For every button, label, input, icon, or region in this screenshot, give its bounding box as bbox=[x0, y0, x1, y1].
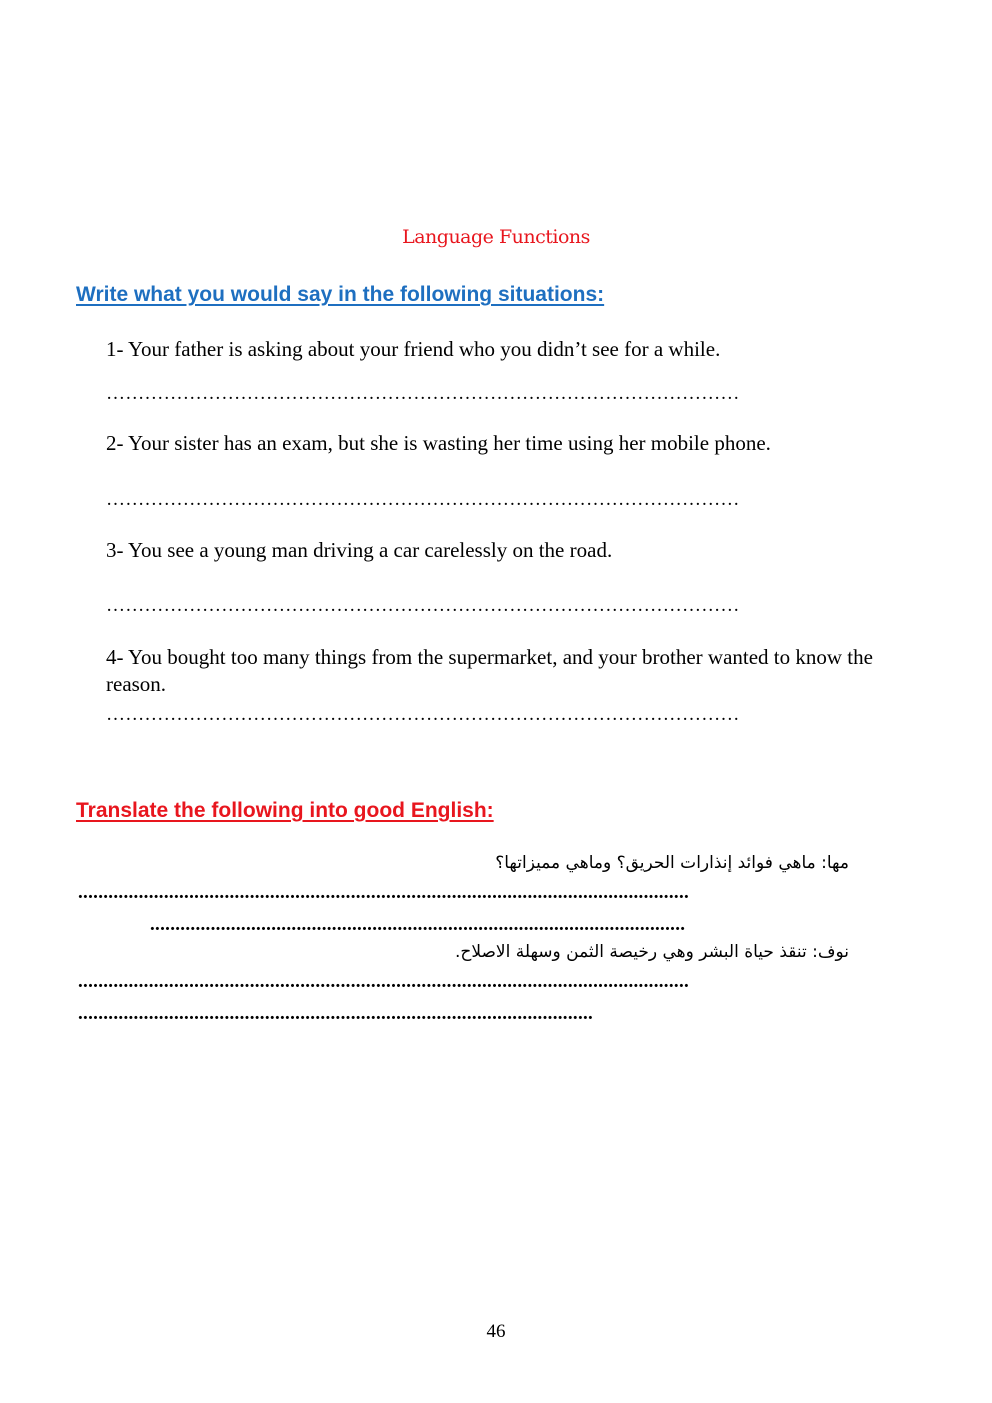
situation-item-2: 2- Your sister has an exam, but she is wasting her time using her mobile phone. bbox=[106, 431, 771, 455]
translation-line-3[interactable]: ......................................................................................................................... bbox=[78, 971, 690, 992]
arabic-sentence-1: مها: ماهي فوائد إنذارات الحريق؟ وماهي مميزاتها؟ bbox=[495, 853, 849, 873]
situation-item-4: 4- You bought too many things from the supermarket, and your brother wanted to know the reason. bbox=[106, 645, 873, 696]
answer-line-4[interactable]: ……………………………………………………………………………………… bbox=[106, 704, 740, 725]
page-title: Language Functions bbox=[402, 226, 590, 248]
answer-line-2[interactable]: ……………………………………………………………………………………… bbox=[106, 489, 740, 510]
situation-item-3: 3- You see a young man driving a car carelessly on the road. bbox=[106, 538, 613, 562]
situation-item-1: 1- Your father is asking about your friend who you didn’t see for a while. bbox=[106, 337, 721, 361]
arabic-sentence-2: نوف: تنقذ حياة البشر وهي رخيصة الثمن وسهلة الاصلاح. bbox=[454, 942, 849, 962]
translate-heading: Translate the following into good English: bbox=[76, 799, 494, 822]
answer-line-1[interactable]: ……………………………………………………………………………………… bbox=[106, 383, 740, 404]
situations-heading: Write what you would say in the following situations: bbox=[76, 283, 605, 306]
translation-line-1[interactable]: ......................................................................................................................... bbox=[78, 882, 690, 903]
page-number: 46 bbox=[486, 1321, 506, 1342]
answer-line-3[interactable]: ……………………………………………………………………………………… bbox=[106, 595, 740, 616]
translation-line-2[interactable]: .......................................................................................................... bbox=[150, 914, 686, 935]
translation-line-4[interactable]: ...................................................................................................... bbox=[78, 1003, 594, 1024]
